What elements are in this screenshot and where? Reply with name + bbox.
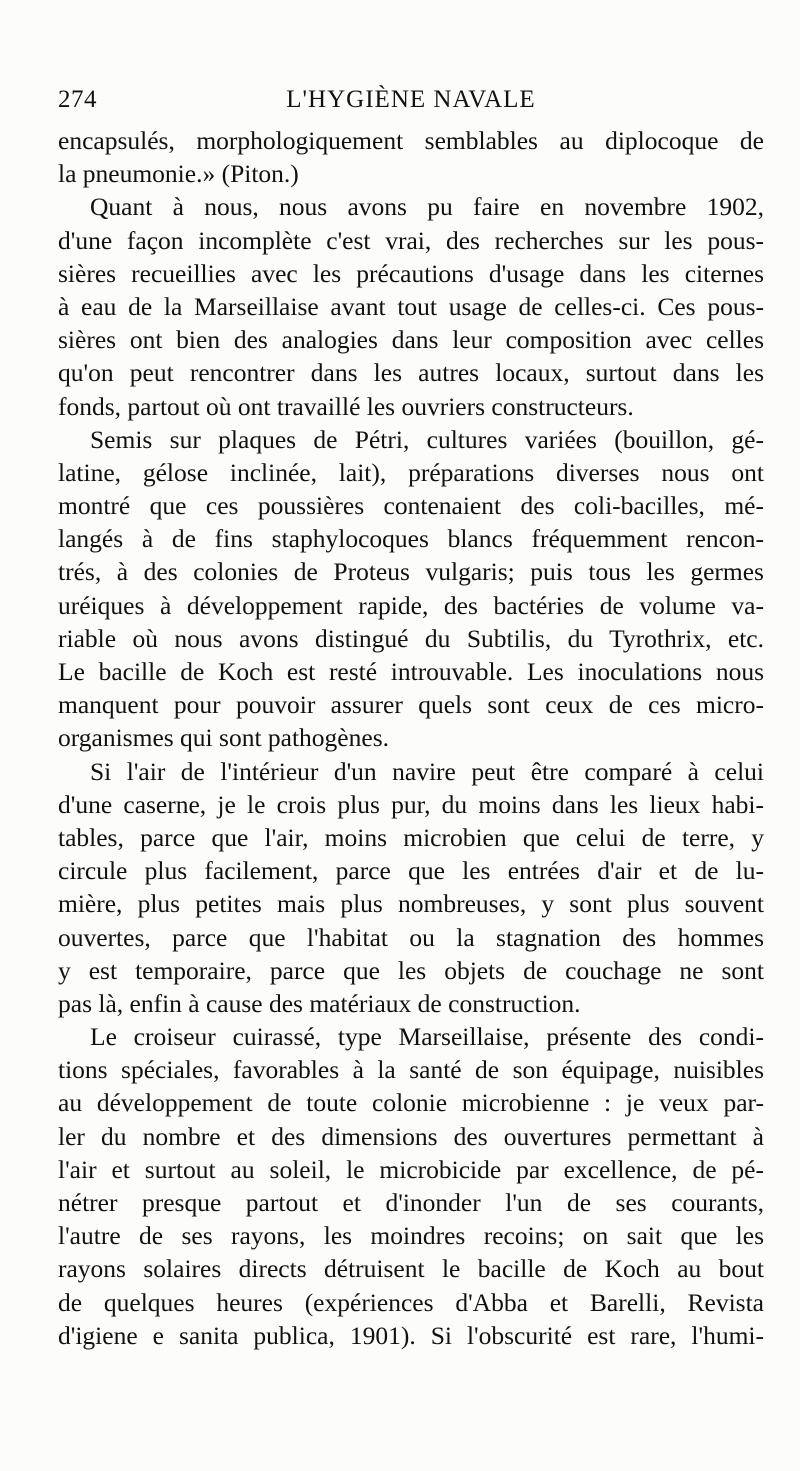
text-line: riable où nous avons distingué du Subtilis, du Tyrothrix, etc. — [58, 623, 764, 653]
text-line: uréiques à développement rapide, des bactéries de volume va- — [58, 590, 764, 620]
text-line: langés à de fins staphylocoques blancs fréquemment rencon- — [58, 524, 764, 554]
text-line: fonds, partout où ont travaillé les ouvriers constructeurs. — [58, 391, 634, 421]
text-line: ouvertes, parce que l'habitat ou la stagnation des hommes — [58, 922, 764, 952]
running-title: L'HYGIÈNE NAVALE — [286, 86, 536, 113]
book-page — [58, 80, 764, 1352]
text-line: encapsulés, morphologiquement semblables au diplocoque de — [58, 126, 764, 155]
text-line: pas là, enfin à cause des matériaux de construction. — [58, 988, 581, 1018]
text-line: l'autre de ses rayons, les moindres recoins; on sait que les — [58, 1221, 764, 1251]
text-line: sières recueillies avec les précautions d'usage dans les citernes — [58, 258, 764, 288]
text-line: Semis sur plaques de Pétri, cultures variées (bouillon, gé- — [90, 424, 764, 454]
text-line: ler du nombre et des dimensions des ouvertures permettant à — [58, 1121, 764, 1151]
text-line: nétrer presque partout et d'inonder l'un de ses courants, — [58, 1188, 764, 1217]
text-line: montré que ces poussières contenaient des coli-bacilles, mé- — [58, 491, 764, 521]
text-line: Le bacille de Koch est resté introuvable. Les inoculations nous — [58, 657, 764, 686]
text-line: rayons solaires directs détruisent le bacille de Koch au bout — [58, 1254, 764, 1284]
text-line: la pneumonie.» (Piton.) — [58, 159, 299, 189]
text-line: l'air et surtout au soleil, le microbicide par excellence, de pé- — [58, 1154, 764, 1184]
text-line: au développement de toute colonie microbienne : je veux par- — [58, 1088, 764, 1118]
text-line: Le croiseur cuirassé, type Marseillaise, présente des condi- — [90, 1022, 764, 1052]
text-line: tions spéciales, favorables à la santé de son équipage, nuisibles — [58, 1055, 764, 1085]
running-head — [58, 80, 764, 120]
text-line: mière, plus petites mais plus nombreuses, y sont plus souvent — [58, 889, 764, 919]
text-line: de quelques heures (expériences d'Abba et Barelli, Revista — [58, 1287, 764, 1317]
text-line: latine, gélose inclinée, lait), préparations diverses nous ont — [58, 457, 764, 487]
text-line: organismes qui sont pathogènes. — [58, 723, 389, 753]
text-line: à eau de la Marseillaise avant tout usage de celles-ci. Ces pous- — [58, 291, 764, 321]
text-line: d'une façon incomplète c'est vrai, des recherches sur les pous- — [58, 225, 764, 255]
text-line: circule plus facilement, parce que les entrées d'air et de lu- — [58, 856, 764, 886]
text-line: d'igiene e sanita publica, 1901). Si l'obscurité est rare, l'humi- — [58, 1320, 764, 1350]
text-line: tables, parce que l'air, moins microbien que celui de terre, y — [58, 822, 764, 852]
text-line: trés, à des colonies de Proteus vulgaris; puis tous les germes — [58, 557, 764, 587]
page-number: 274 — [58, 86, 97, 113]
text-line: qu'on peut rencontrer dans les autres locaux, surtout dans les — [58, 358, 764, 388]
text-line: Quant à nous, nous avons pu faire en novembre 1902, — [90, 192, 764, 222]
text-line: manquent pour pouvoir assurer quels sont ceux de ces micro- — [58, 690, 764, 720]
text-line: Si l'air de l'intérieur d'un navire peut être comparé à celui — [90, 756, 764, 786]
body-text — [58, 124, 764, 1352]
text-line: d'une caserne, je le crois plus pur, du moins dans les lieux habi- — [58, 789, 764, 819]
text-line: sières ont bien des analogies dans leur composition avec celles — [58, 325, 764, 355]
text-line: y est temporaire, parce que les objets de couchage ne sont — [58, 955, 764, 985]
